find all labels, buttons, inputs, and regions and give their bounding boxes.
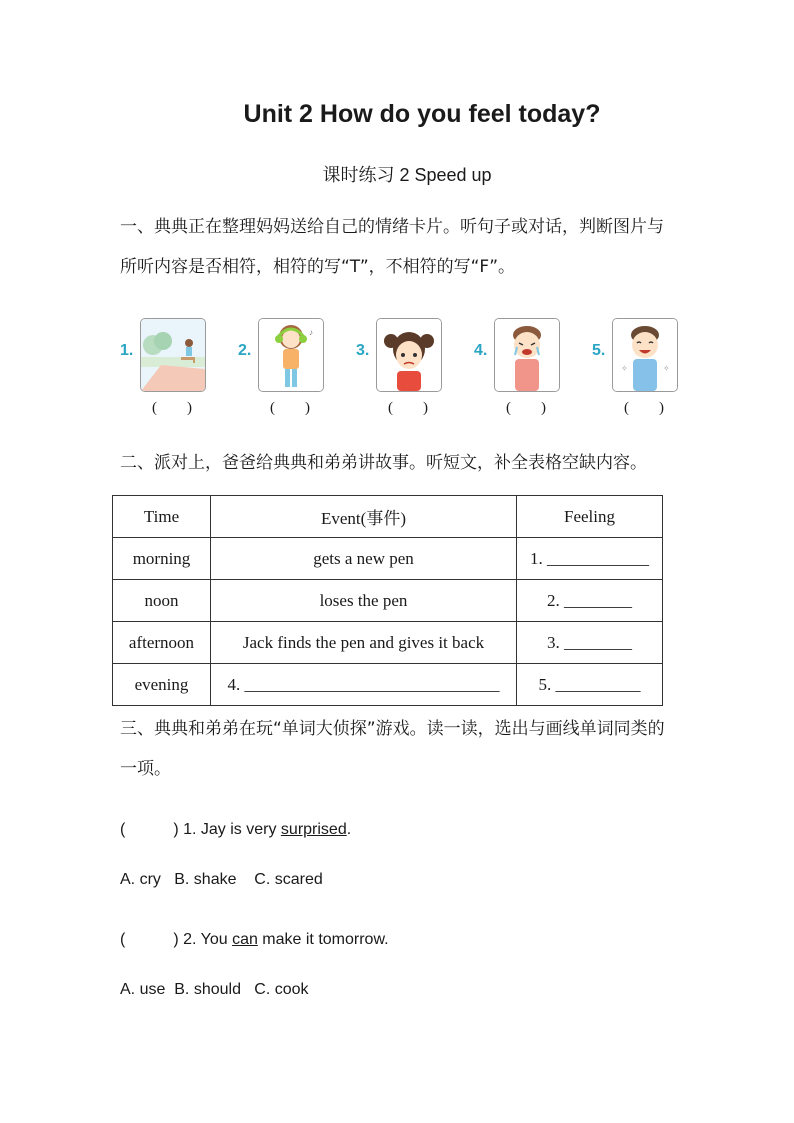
event-cell: loses the pen [211,580,517,622]
svg-text:✧: ✧ [663,364,670,373]
answer-blank[interactable]: ( ) [388,400,428,416]
question-text-end: . [346,821,352,838]
svg-text:✧: ✧ [621,364,628,373]
event-blank[interactable]: 4. ______________________________ [211,664,517,706]
page-subtitle: 课时练习 2 Speed up [322,165,492,185]
answer-paren[interactable]: ( ) [120,821,179,838]
picture-item-2 [238,318,328,418]
feeling-blank[interactable]: 3. ________ [517,622,663,664]
answer-blank[interactable]: ( ) [506,400,546,416]
park-scene-icon [140,318,206,392]
table-row [113,580,663,622]
picture-number: 4. [474,342,488,359]
column-header-time: Time [113,496,211,538]
column-header-feeling: Feeling [517,496,663,538]
picture-number: 5. [592,342,606,359]
section2-instruction: 二、派对上，爸爸给典典和弟弟讲故事。听短文，补全表格空缺内容。 [120,453,647,473]
picture-item-3 [356,318,446,418]
picture-item-5 [592,318,682,418]
question-text: 1. Jay is very [178,821,281,838]
answer-blank[interactable]: ( ) [624,400,664,416]
picture-item-4 [474,318,564,418]
section3-instruction: 三、典典和弟弟在玩“单词大侦探”游戏。读一读，选出与画线单词同类的一项。 [120,719,665,779]
picture-row [120,318,690,418]
girl-with-headphones-icon [258,318,324,392]
underlined-word: can [232,931,258,948]
table-row [113,622,663,664]
worried-girl-icon [376,318,442,392]
table-row [113,538,663,580]
page-title: Unit 2 How do you feel today? [243,100,601,128]
feeling-blank[interactable]: 5. __________ [517,664,663,706]
happy-boy-icon [612,318,678,392]
crying-boy-icon [494,318,560,392]
picture-number: 3. [356,342,370,359]
table-header-row [113,496,663,538]
question-1 [120,816,351,839]
time-cell: afternoon [113,622,211,664]
underlined-word: surprised [280,821,347,838]
question-text-end: make it tomorrow. [257,931,389,948]
time-cell: noon [113,580,211,622]
time-cell: evening [113,664,211,706]
picture-item-1 [120,318,210,418]
picture-number: 1. [120,342,134,359]
answer-paren[interactable]: ( ) [120,931,179,948]
event-cell: Jack finds the pen and gives it back [211,622,517,664]
section1-instruction: 一、典典正在整理妈妈送给自己的情绪卡片。听句子或对话，判断图片与所听内容是否相符，相符的写“T”，不相符的写“F”。 [120,217,664,277]
table-row [113,664,663,706]
svg-text:♪: ♪ [309,328,313,337]
question-1-options: A. cry B. shake C. scared [120,871,323,888]
time-cell: morning [113,538,211,580]
feeling-blank[interactable]: 1. ____________ [517,538,663,580]
question-2-options: A. use B. should C. cook [120,981,309,998]
column-header-event: Event(事件) [211,496,517,538]
event-cell: gets a new pen [211,538,517,580]
feeling-blank[interactable]: 2. ________ [517,580,663,622]
story-table [112,495,663,706]
picture-number: 2. [238,342,252,359]
answer-blank[interactable]: ( ) [152,400,192,416]
question-2 [120,926,389,949]
answer-blank[interactable]: ( ) [270,400,310,416]
question-text: 2. You [178,931,233,948]
